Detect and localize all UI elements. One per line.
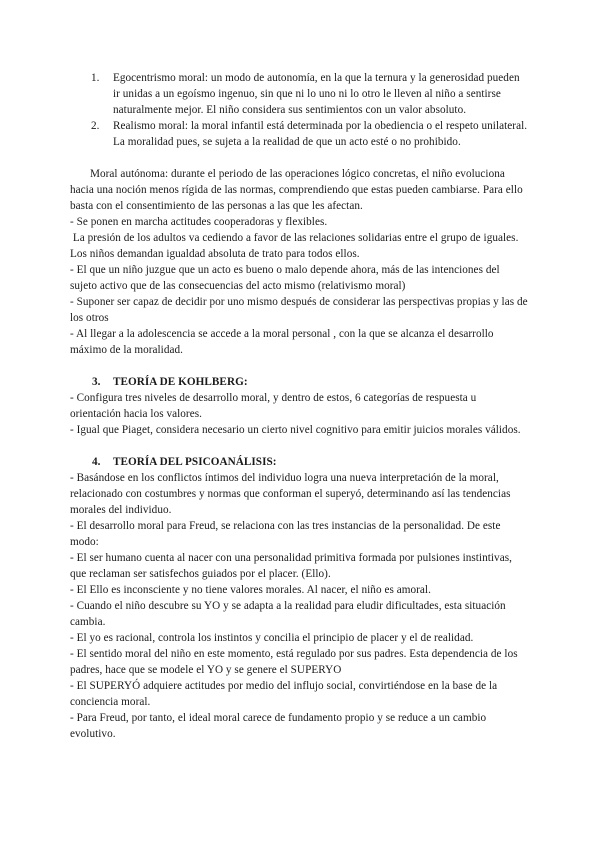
paragraph-line: - Suponer ser capaz de decidir por uno mismo después de considerar las perspectivas propias y las de los otros xyxy=(70,296,528,324)
paragraph-line: - El SUPERYÓ adquiere actitudes por medio del influjo social, convirtiéndose en la base de la conciencia moral. xyxy=(70,680,498,708)
paragraph-line: - El sentido moral del niño en este momento, está regulado por sus padres. Esta dependencia de los padres, hace que se modele el YO y se genere el SUPERYO xyxy=(70,648,518,676)
paragraph-line: La presión de los adultos va cediendo a favor de las relaciones solidarias entre el grupo de iguales. Los niños demandan igualdad absoluta de trato para todos ellos. xyxy=(70,232,522,260)
paragraph-line: - El ser humano cuenta al nacer con una personalidad primitiva formada por pulsiones instintivas, que reclaman ser satisfechos guiados por el placer. (Ello). xyxy=(70,552,512,580)
list-item-text: Egocentrismo moral: un modo de autonomía, en la que la ternura y la generosidad pueden ir unidas a un egoísmo ingenuo, sin que ni lo uno ni lo otro le lleven al niño a sentirse naturalmente mejor. El niño considera sus sentimientos con un valor absoluto. xyxy=(113,72,520,116)
paragraph-line: - Cuando el niño descubre su YO y se adapta a la realidad para eludir dificultades, esta situación cambia. xyxy=(70,600,506,628)
heading-title: TEORÍA DE KOHLBERG: xyxy=(113,376,248,388)
paragraph-line: - Basándose en los conflictos íntimos del individuo logra una nueva interpretación de la moral, relacionado con costumbres y normas que conforman el superyó, determinando así las tendencias morales del individuo. xyxy=(70,472,511,516)
heading-number: 4. xyxy=(92,456,101,468)
heading-number: 3. xyxy=(92,376,101,388)
paragraph-line: - Configura tres niveles de desarrollo moral, y dentro de estos, 6 categorías de respuesta u orientación hacia los valores. xyxy=(70,392,477,420)
list-item xyxy=(70,118,528,150)
list-item-text: Realismo moral: la moral infantil está determinada por la obediencia o el respeto unilateral. La moralidad pues, se sujeta a la realidad de que un acto esté o no prohibido. xyxy=(113,120,528,148)
section-heading-kohlberg xyxy=(70,374,528,390)
paragraph-line: - El Ello es inconsciente y no tiene valores morales. Al nacer, el niño es amoral. xyxy=(70,584,431,596)
list-number: 1. xyxy=(91,72,100,84)
list-number: 2. xyxy=(91,120,100,132)
section-heading-psychoanalysis xyxy=(70,454,528,470)
paragraph-line: - Igual que Piaget, considera necesario un cierto nivel cognitivo para emitir juicios morales válidos. xyxy=(70,424,521,436)
paragraph-line: - El desarrollo moral para Freud, se relaciona con las tres instancias de la personalidad. De este modo: xyxy=(70,520,501,548)
paragraph-line: - El que un niño juzgue que un acto es bueno o malo depende ahora, más de las intenciones del sujeto activo que de las consecuencias del acto mismo (relativismo moral) xyxy=(70,264,500,292)
paragraph-line: - Al llegar a la adolescencia se accede a la moral personal , con la que se alcanza el desarrollo máximo de la moralidad. xyxy=(70,328,494,356)
document-body xyxy=(70,70,528,742)
paragraph-line: - Se ponen en marcha actitudes cooperadoras y flexibles. xyxy=(70,216,328,228)
moral-stages-list xyxy=(70,70,528,150)
heading-title: TEORÍA DEL PSICOANÁLISIS: xyxy=(113,456,277,468)
paragraph-line: - Para Freud, por tanto, el ideal moral carece de fundamento propio y se reduce a un cambio evolutivo. xyxy=(70,712,487,740)
list-item xyxy=(70,70,528,118)
autonomous-moral-paragraph: Moral autónoma: durante el periodo de las operaciones lógico concretas, el niño evoluciona hacia una noción menos rígida de las normas, comprendiendo que estas pueden cambiarse. Para ello basta con el consentimiento de las personas a las que les afectan. xyxy=(70,168,523,212)
paragraph-line: - El yo es racional, controla los instintos y concilia el principio de placer y el de realidad. xyxy=(70,632,474,644)
